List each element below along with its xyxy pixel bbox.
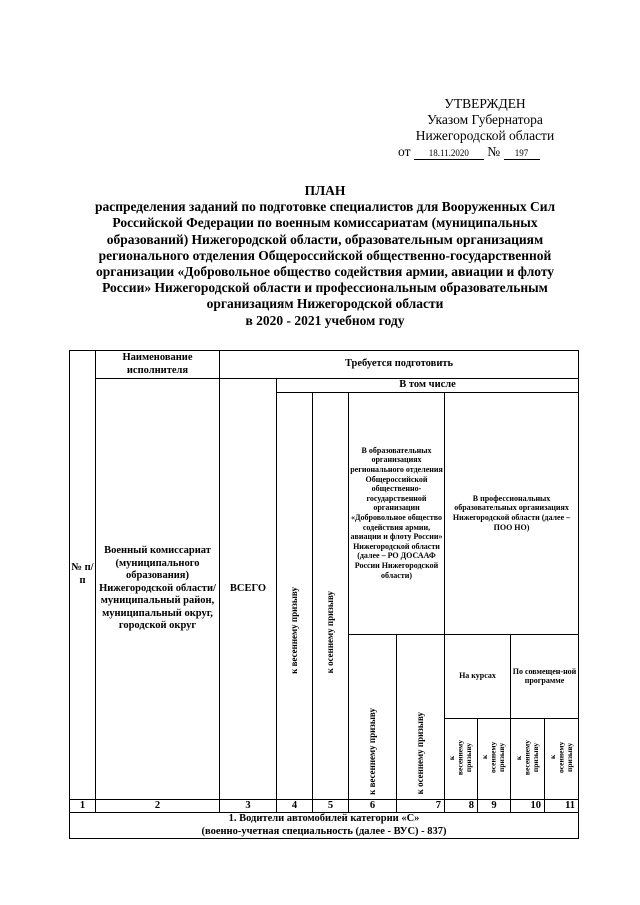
column-numbers-row (70, 799, 579, 813)
column-number: 4 (277, 799, 313, 813)
combined-spring-header: к весеннему призыву (511, 719, 545, 800)
plan-table (69, 350, 579, 839)
column-number: 8 (445, 799, 478, 813)
title-line: в 2020 - 2021 учебном году (245, 312, 405, 328)
approved-label: УТВЕРЖДЕН (444, 96, 526, 111)
column-number: 5 (313, 799, 349, 813)
section-title: 1. Водители автомобилей категории «С» (228, 813, 420, 824)
column-number: 6 (349, 799, 397, 813)
section-subtitle: (военно-учетная специальность (далее - ВУС) - 837) (201, 825, 447, 837)
column-number: 10 (511, 799, 545, 813)
date-field: 18.11.2020 (414, 148, 484, 160)
courses-spring-header: к весеннему призыву (445, 719, 478, 800)
autumn-draft-header: к осеннему призыву (313, 392, 349, 799)
spring-draft-header: к весеннему призыву (277, 392, 313, 799)
col-name-header: Наименование исполнителя (96, 351, 220, 379)
title-line: России» Нижегородской области и профессиональным образовательным (102, 280, 548, 296)
including-header: В том числе (277, 379, 579, 393)
required-header: Требуется подготовить (220, 351, 579, 379)
col-name-description: Военный комиссариат (муниципального образования) Нижегородской области/ муниципальный район, муниципальный округ, городской округ (96, 379, 220, 800)
column-number: 3 (220, 799, 277, 813)
column-number: 2 (96, 799, 220, 813)
col-number-header: № п/п (70, 351, 96, 800)
title-heading: ПЛАН (304, 183, 346, 198)
number-label: № (487, 144, 501, 159)
date-number-line (380, 144, 590, 160)
region-label: Нижегородской области (415, 128, 555, 143)
approval-block (380, 96, 590, 160)
courses-header: На курсах (445, 634, 511, 719)
title-line: регионального отделения Общероссийской общественно-государственной (98, 247, 552, 263)
from-label: от (398, 144, 411, 159)
dosaaf-autumn-header: к осеннему призыву (397, 634, 445, 799)
section-heading (70, 813, 579, 839)
column-number: 9 (478, 799, 511, 813)
number-field: 197 (504, 148, 540, 160)
title-line: Российской Федерации по военным комиссариатам (муниципальных (112, 215, 538, 231)
dosaaf-spring-header: к весеннему призыву (349, 634, 397, 799)
title-line: образований) Нижегородской области, образовательным организациям (106, 231, 544, 247)
column-number: 7 (397, 799, 445, 813)
title-line: организациям Нижегородской области (206, 296, 444, 312)
column-number: 11 (545, 799, 579, 813)
poo-header: В профессиональных образовательных организациях Нижегородской области (далее – ПОО НО) (445, 392, 579, 634)
combined-autumn-header: к осеннему призыву (545, 719, 579, 800)
document-title (60, 183, 590, 329)
courses-autumn-header: к осеннему призыву (478, 719, 511, 800)
combined-program-header: По совмещен-ной программе (511, 634, 579, 719)
total-header: ВСЕГО (220, 379, 277, 800)
column-number: 1 (70, 799, 96, 813)
title-line: распределения заданий по подготовке специалистов для Вооруженных Сил (94, 199, 556, 215)
decree-label: Указом Губернатора (427, 112, 543, 127)
title-line: организации «Добровольное общество содействия армии, авиации и флоту (95, 264, 555, 280)
dosaaf-header: В образовательных организациях регионального отделения Общероссийской общественно-государственной организации «Добровольное общество содействия армии, авиации и флоту России» Нижегородской области (далее – РО ДОСААФ России Нижегородской области) (349, 392, 445, 634)
section-row (70, 813, 579, 839)
